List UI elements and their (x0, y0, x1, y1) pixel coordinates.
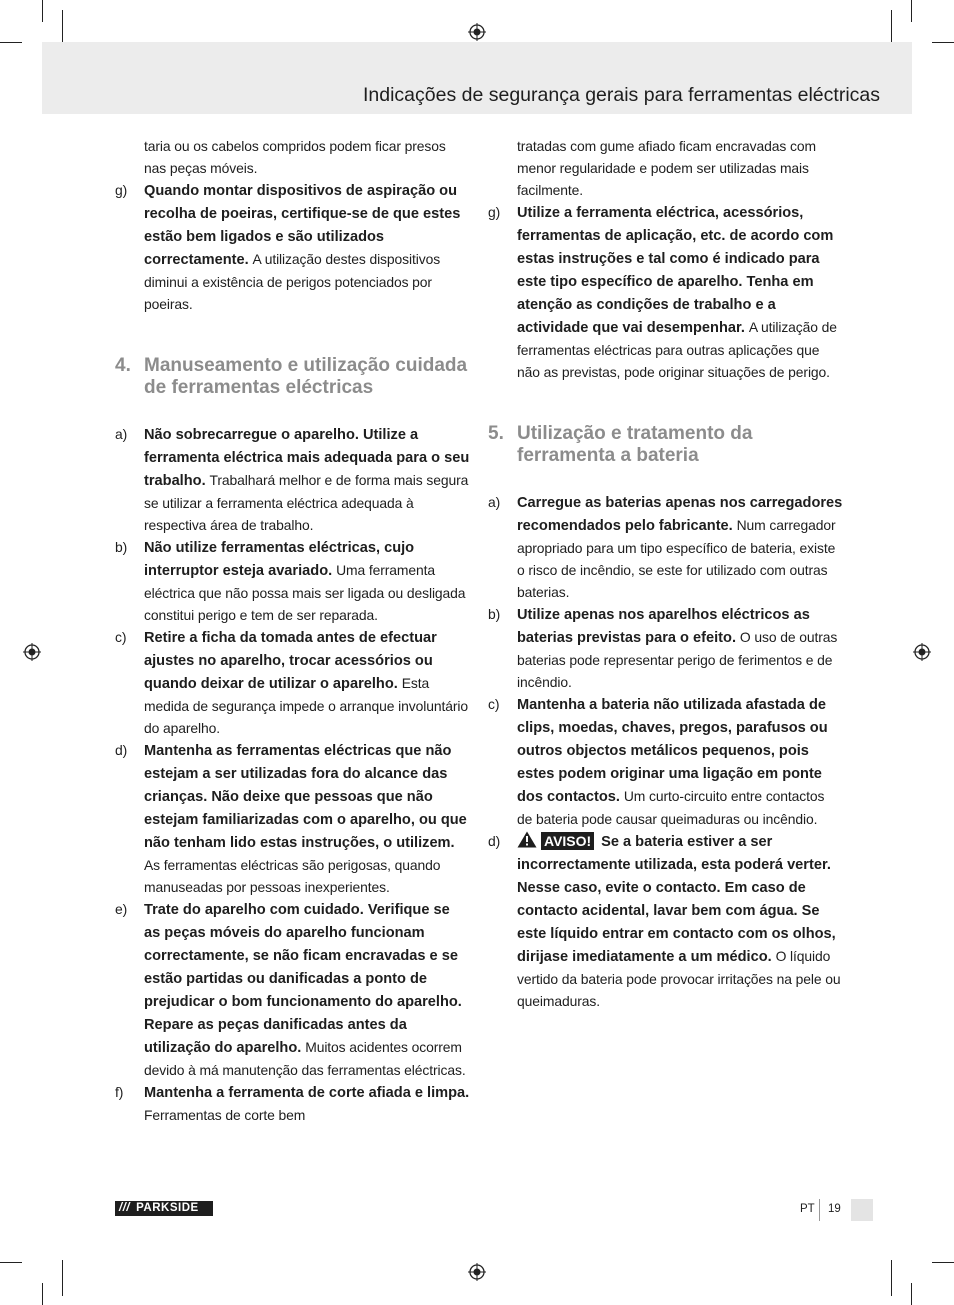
brand-logo: /// PARKSIDE (115, 1201, 213, 1216)
language-code: PT (800, 1203, 815, 1215)
page-title: Indicações de segurança gerais para ferramentas eléctricas (362, 84, 880, 106)
item-text: Muitos acidentes ocorrem devido à má manutenção das ferramentas eléctricas. (144, 1039, 466, 1078)
right-column (488, 135, 843, 1012)
item-label: a) (488, 494, 501, 510)
item-label: c) (115, 629, 127, 645)
list-item (488, 201, 843, 383)
item-bold-text: Se a bateria estiver a ser incorrectamente utilizada, esta poderá verter. Nesse caso, evite o contacto. Em caso de contacto acidental, lavar bem com água. Se este líquido entrar em contacto com os olhos, dirijase imediatamente a um médico. (517, 834, 836, 965)
registration-mark-icon (468, 1263, 486, 1281)
registration-mark-icon (23, 643, 41, 661)
crop-mark (0, 1262, 22, 1263)
item-bold-text: Trate do aparelho com cuidado. Verifique se as peças móveis do aparelho funcionam correctamente, se não ficam encravadas e se estão partidas ou danificadas a ponto de prejudicar o bom funcionamento do aparelho. Repare as peças danificadas antes da utilização do aparelho. (144, 902, 462, 1056)
crop-mark (42, 0, 43, 22)
crop-mark (891, 10, 892, 46)
item-text: O uso de outras baterias pode representar perigo de ferimentos e de incêndio. (517, 629, 838, 690)
item-label: d) (115, 742, 128, 758)
crop-mark (932, 42, 954, 43)
section-number: 5. (488, 423, 504, 444)
item-text: Esta medida de segurança impede o arranque involuntário do aparelho. (144, 675, 468, 736)
list-item (115, 423, 470, 536)
item-bold-text: Não sobrecarregue o aparelho. Utilize a ferramenta eléctrica mais adequada para o seu trabalho. (144, 427, 470, 489)
list-item (115, 898, 470, 1081)
item-text: A utilização de ferramentas eléctricas para outras aplicações que não as previstas, pode originar situações de perigo. (517, 319, 837, 380)
list-item (115, 739, 470, 898)
crop-mark (891, 1260, 892, 1296)
section-title: Manuseamento e utilização cuidada de ferramentas eléctricas (144, 355, 468, 398)
item-label: g) (115, 182, 128, 198)
list-item (488, 603, 843, 693)
item-label: d) (488, 833, 501, 849)
page-number: 19 (828, 1203, 841, 1215)
section-number: 4. (115, 355, 131, 376)
list-item (488, 693, 843, 830)
item-bold-text: Mantenha a bateria não utilizada afastada de clips, moedas, chaves, pregos, parafusos ou outros objectos metálicos pequenos, pois estes podem originar uma ligação em ponte dos contactos. (517, 697, 828, 805)
item-bold-text: Mantenha as ferramentas eléctricas que não estejam a ser utilizadas fora do alcance das crianças. Não deixe que pessoas que não estejam familiarizadas com o aparelho, ou que não tenham lido estas instruções, o utilizem. (144, 743, 467, 851)
item-text: Ferramentas de corte bem (144, 1107, 306, 1123)
item-text: Um curto-circuito entre contactos de bateria pode causar queimaduras ou incêndio. (517, 788, 825, 827)
page-tab (851, 1199, 873, 1221)
item-bold-text: Utilize apenas nos aparelhos eléctricos as baterias previstas para o efeito. (517, 607, 810, 646)
list-item (488, 830, 843, 1012)
item-text: As ferramentas eléctricas são perigosas, quando manuseadas por pessoas inexperientes. (144, 857, 441, 895)
item-text: Num carregador apropriado para um tipo específico de bateria, existe o risco de incêndio, se este for utilizado com outras baterias. (517, 517, 836, 600)
item-label: a) (115, 426, 128, 442)
continued-text: tratadas com gume afiado ficam encravadas com menor regularidade e podem ser utilizadas mais facilmente. (517, 138, 816, 198)
item-label: c) (488, 696, 500, 712)
list-item (115, 536, 470, 626)
list-item (488, 491, 843, 603)
crop-mark (911, 1283, 912, 1305)
item-label: b) (488, 606, 501, 622)
item-text: Trabalhará melhor e de forma mais segura se utilizar a ferramenta eléctrica adequada à respectiva área de trabalho. (144, 472, 469, 533)
crop-mark (62, 1260, 63, 1296)
continued-text: taria ou os cabelos compridos podem ficar presos nas peças móveis. (144, 138, 446, 176)
item-label: f) (115, 1084, 124, 1100)
item-bold-text: Retire a ficha da tomada antes de efectuar ajustes no aparelho, trocar acessórios ou quando deixar de utilizar o aparelho. (144, 630, 437, 692)
list-item (115, 179, 470, 315)
crop-mark (932, 1262, 954, 1263)
footer-divider (819, 1199, 820, 1221)
item-label: g) (488, 204, 501, 220)
brand-name: PARKSIDE (136, 1202, 199, 1214)
crop-mark (911, 0, 912, 22)
item-bold-text: Não utilize ferramentas eléctricas, cujo interruptor esteja avariado. (144, 540, 415, 579)
crop-mark (42, 1283, 43, 1305)
registration-mark-icon (913, 643, 931, 661)
item-bold-text: Carregue as baterias apenas nos carregadores recomendados pelo fabricante. (517, 495, 843, 534)
item-bold-text: Quando montar dispositivos de aspiração ou recolha de poeiras, certifique-se de que estes estão bem ligados e são utilizados correctamente. (144, 183, 461, 268)
item-bold-text: Utilize a ferramenta eléctrica, acessórios, ferramentas de aplicação, etc. de acordo com estas instruções e tal como é indicado para este tipo específico de aparelho. Tenha em atenção as condições de trabalho e a actividade que vai desempenhar. (517, 205, 834, 336)
item-label: e) (115, 901, 128, 917)
list-item (115, 626, 470, 739)
section-heading (488, 423, 843, 467)
crop-mark (0, 42, 22, 43)
registration-mark-icon (468, 23, 486, 41)
left-column (115, 135, 470, 1126)
warning-triangle-icon (517, 831, 537, 848)
crop-mark (62, 10, 63, 46)
item-bold-text: Mantenha a ferramenta de corte afiada e limpa. (144, 1085, 470, 1101)
list-item (115, 1081, 470, 1126)
section-heading (115, 355, 470, 399)
item-text: O líquido vertido da bateria pode provocar irritações na pele ou queimaduras. (517, 948, 841, 1009)
item-text: A utilização destes dispositivos diminui a existência de perigos potenciados por poeiras. (144, 251, 441, 312)
item-text: Uma ferramenta eléctrica que não possa mais ser ligada ou desligada constitui perigo e tem de ser reparada. (144, 562, 466, 623)
section-title: Utilização e tratamento da ferramenta a bateria (517, 423, 753, 466)
warning-badge: AVISO! (541, 832, 594, 850)
item-label: b) (115, 539, 128, 555)
